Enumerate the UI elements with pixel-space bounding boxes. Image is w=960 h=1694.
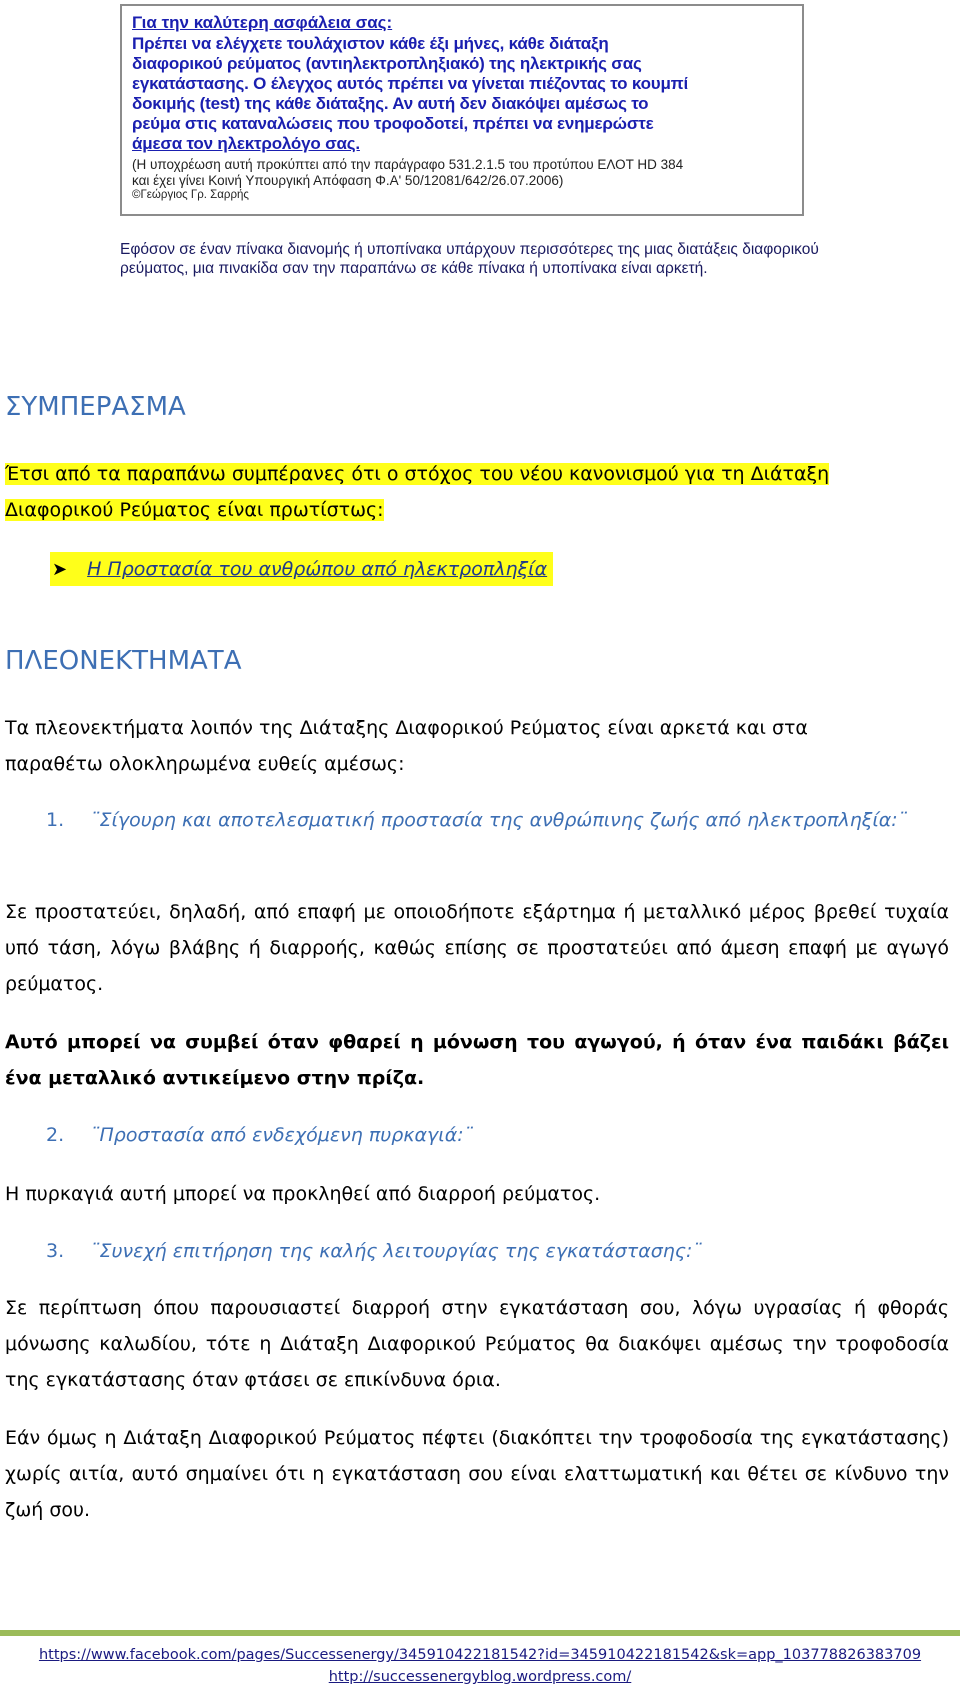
notice-title: Για την καλύτερη ασφάλεια σας: [132,13,393,32]
notice-body [132,34,792,154]
conclusion-intro-line: Έτσι από τα παραπάνω συμπέρανες ότι ο στόχος του νέου κανονισμού για τη Διάταξη [5,463,830,485]
advantage-1-bold-text: Αυτό μπορεί να συμβεί όταν φθαρεί η μόνωση του αγωγού, ή όταν ένα παιδάκι βάζει ένα μεταλλικό αντικείμενο στην πρίζα. [5,1031,949,1089]
notice-copyright: ©Γεώργιος Γρ. Σαρρής [132,189,249,201]
advantage-3-text-2: Εάν όμως η Διάταξη Διαφορικού Ρεύματος πέφτει (διακόπτει την τροφοδοσία της εγκατάστασης) χωρίς αιτία, αυτό σημαίνει ότι η εγκατάσταση σου είναι ελαττωματική και θέτει σε κίνδυνο την ζωή σου. [5,1427,949,1521]
item-title: ¨Σίγουρη και αποτελεσματική προστασία της ανθρώπινης ζωής από ηλεκτροπληξία:¨ [90,809,908,831]
advantage-item-2 [46,1117,950,1153]
advantages-intro-line: παραθέτω ολοκληρωμένα ευθείς αμέσως: [5,753,405,775]
advantage-3-text: Σε περίπτωση όπου παρουσιαστεί διαρροή στην εγκατάσταση σου, λόγω υγρασίας ή φθοράς μόνωσης καλωδίου, τότε η Διάταξη Διαφορικού Ρεύματος θα διακόψει αμέσως την τροφοδοσία της εγκατάστασης όταν φτάσει σε επικίνδυνα όρια. [5,1297,949,1391]
conclusion-bullet-text: Η Προστασία του ανθρώπου από ηλεκτροπληξία [87,558,548,580]
advantage-item-3 [46,1233,950,1269]
advantage-item-1 [46,802,950,838]
advantage-1-text: Σε προστατεύει, δηλαδή, από επαφή με οποιοδήποτε εξάρτημα ή μεταλλικό μέρος βρεθεί τυχαία υπό τάση, λόγω βλάβης ή διαρροής, καθώς επίσης σε προστατεύει από άμεση επαφή με αγωγό ρεύματος. [5,901,949,995]
arrow-bullet-icon: ➤ [52,558,68,580]
facebook-link[interactable]: https://www.facebook.com/pages/Successenergy/345910422181542?id=345910422181542&sk=app_103778826383709 [38,1647,922,1663]
notice-legal-note [132,157,792,189]
conclusion-bullet [50,552,553,586]
notice-line: δοκιμής (test) της κάθε διάταξης. Αν αυτή δεν διακόψει αμέσως το [132,94,649,113]
footer-divider [0,1630,960,1636]
conclusion-intro [5,456,949,528]
notice-note-line: και έχει γίνει Κοινή Υπουργική Απόφαση Φ.Α' 50/12081/642/26.07.2006) [132,173,564,188]
notice-line: ρεύμα στις καταναλώσεις που τροφοδοτεί, πρέπει να ενημερώστε [132,114,654,133]
advantages-heading: ΠΛΕΟΝΕΚΤΗΜΑΤΑ [5,646,242,676]
notice-line: Πρέπει να ελέγχετε τουλάχιστον κάθε έξι μήνες, κάθε διάταξη [132,34,609,53]
safety-notice-image [120,4,804,216]
conclusion-intro-line: Διαφορικού Ρεύματος είναι πρωτίστως: [5,499,384,521]
advantage-2-text: Η πυρκαγιά αυτή μπορεί να προκληθεί από διαρροή ρεύματος. [5,1183,601,1205]
item-title: ¨Συνεχή επιτήρηση της καλής λειτουργίας της εγκατάστασης:¨ [90,1240,702,1262]
footer [0,1644,960,1688]
blog-link[interactable]: http://successenergyblog.wordpress.com/ [328,1669,632,1685]
advantages-intro [5,710,949,782]
notice-line: διαφορικού ρεύματος (αντιηλεκτροπληξιακό) της ηλεκτρικής σας [132,54,642,73]
notice-note-line: (Η υποχρέωση αυτή προκύπτει από την παράγραφο 531.2.1.5 του προτύπου ΕΛΟΤ HD 384 [132,157,684,172]
item-title: ¨Προστασία από ενδεχόμενη πυρκαγιά:¨ [90,1124,474,1146]
notice-line: άμεσα τον ηλεκτρολόγο σας. [132,134,360,153]
item-number: 3. [46,1240,65,1262]
advantages-intro-line: Τα πλεονεκτήματα λοιπόν της Διάταξης Διαφορικού Ρεύματος είναι αρκετά και στα [5,717,808,739]
item-number: 1. [46,809,65,831]
conclusion-heading: ΣΥΜΠΕΡΑΣΜΑ [5,392,186,422]
notice-line: εγκατάστασης. Ο έλεγχος αυτός πρέπει να γίνεται πιέζοντας το κουμπί [132,74,689,93]
item-number: 2. [46,1124,65,1146]
notice-caption: Εφόσον σε έναν πίνακα διανομής ή υποπίνακα υπάρχουν περισσότερες της μιας διατάξεις διαφορικού ρεύματος, μια πινακίδα σαν την παραπάνω σε κάθε πίνακα ή υποπίνακα είναι αρκετή. [120,241,819,277]
